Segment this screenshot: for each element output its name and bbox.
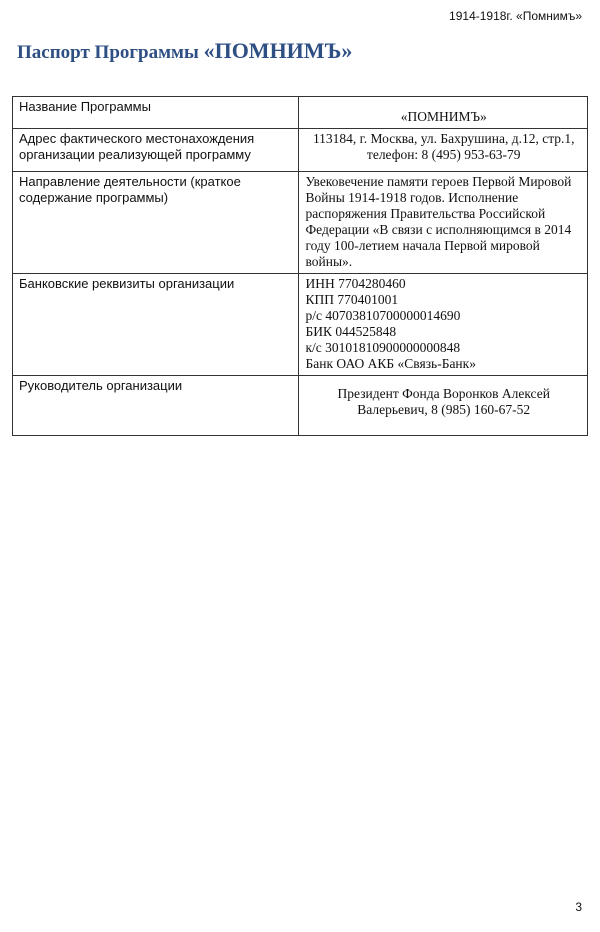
- title-prefix: Паспорт Программы: [17, 42, 204, 63]
- page-title: [17, 38, 352, 64]
- bank-details-value: [299, 274, 588, 376]
- bank-detail-line: р/с 40703810700000014690: [305, 308, 461, 323]
- table-row: [13, 172, 588, 274]
- row-value: [299, 97, 588, 129]
- row-label: Адрес фактического местонахождения организации реализующей программу: [13, 129, 299, 172]
- program-name-value: «ПОМНИМЪ»: [400, 109, 487, 124]
- director-value: Президент Фонда Воронков Алексей Валерьевич, 8 (985) 160-67-52: [337, 386, 550, 417]
- row-label: Руководитель организации: [13, 376, 299, 436]
- bank-detail-line: БИК 044525848: [305, 324, 397, 339]
- address-value: 113184, г. Москва, ул. Бахрушина, д.12, стр.1, телефон: 8 (495) 953-63-79: [299, 129, 588, 172]
- row-label: Банковские реквизиты организации: [13, 274, 299, 376]
- bank-detail-line: Банк ОАО АКБ «Связь-Банк»: [305, 356, 476, 371]
- row-label: Название Программы: [13, 97, 299, 129]
- row-value: [299, 376, 588, 436]
- program-passport-table: [12, 96, 588, 436]
- bank-detail-line: ИНН 7704280460: [305, 276, 406, 291]
- page-number: 3: [575, 900, 582, 914]
- running-header: 1914-1918г. «Помнимъ»: [449, 9, 582, 23]
- table-row: [13, 129, 588, 172]
- table-row: [13, 376, 588, 436]
- row-label: Направление деятельности (краткое содержание программы): [13, 172, 299, 274]
- program-description-value: Увековечение памяти героев Первой Мировой Войны 1914-1918 годов. Исполнение распоряжения Правительства Российской Федерации «В связи с исполняющимся в 2014 году 100-летием начала Первой мировой войны».: [299, 172, 588, 274]
- bank-detail-line: КПП 770401001: [305, 292, 399, 307]
- bank-detail-line: к/с 30101810900000000848: [305, 340, 461, 355]
- table-row: [13, 97, 588, 129]
- table-row: [13, 274, 588, 376]
- title-program-name: «ПОМНИМЪ»: [203, 38, 353, 63]
